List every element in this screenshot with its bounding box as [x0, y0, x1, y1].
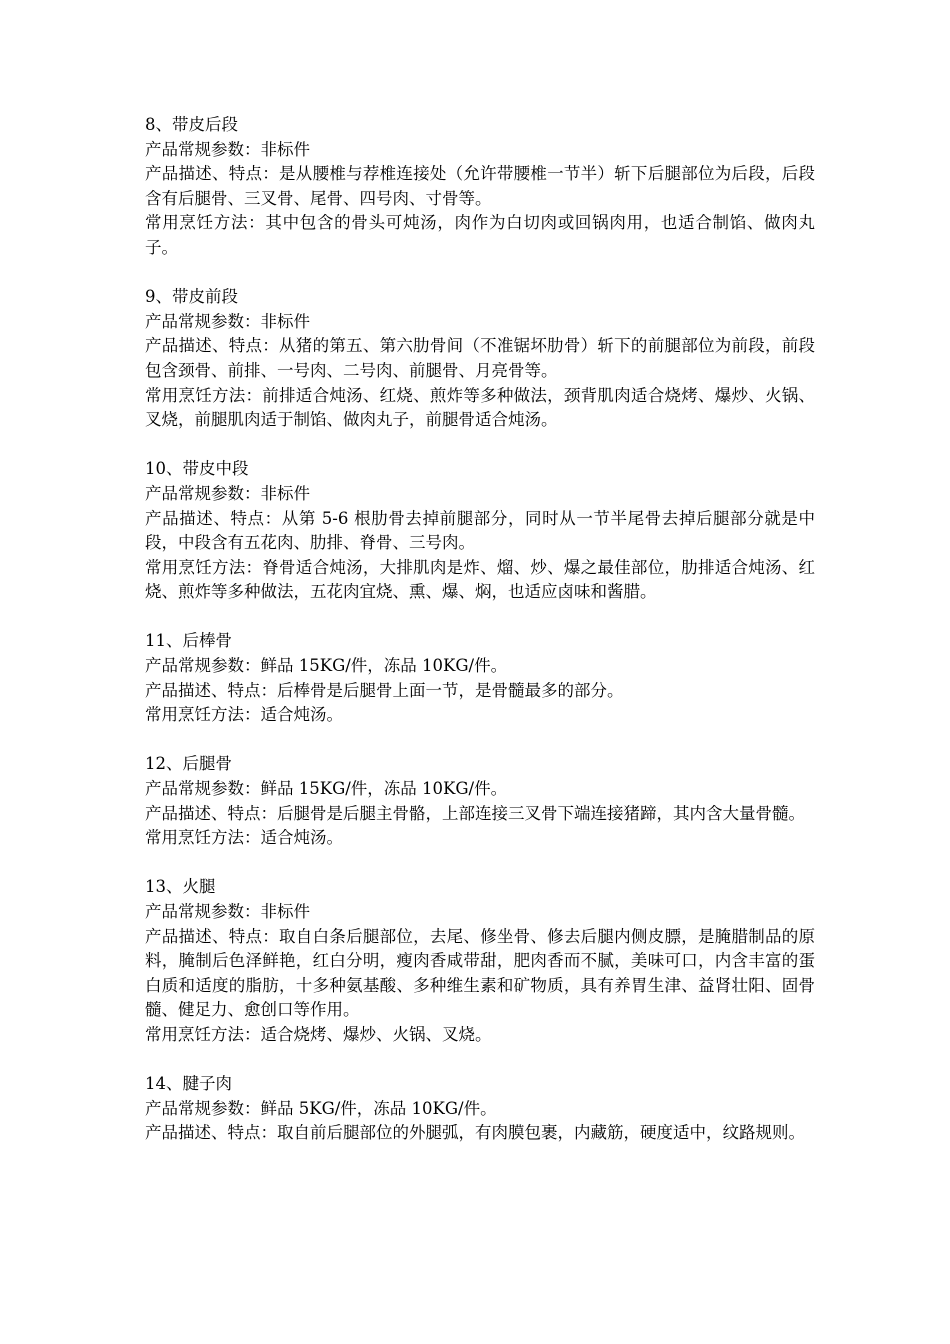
section-12: [145, 752, 815, 850]
section-title: 8、带皮后段: [145, 115, 238, 134]
section-params: 产品常规参数：非标件: [145, 902, 310, 921]
section-10: [145, 457, 815, 605]
section-9: [145, 285, 815, 433]
section-params: 产品常规参数：非标件: [145, 483, 310, 503]
section-title: 12、后腿骨: [145, 754, 232, 774]
section-title: 10、带皮中段: [145, 459, 249, 479]
section-description: 产品描述、特点：取自前后腿部位的外腿弧，有肉膜包裹，内藏筋，硬度适中，纹路规则。: [145, 1123, 805, 1143]
section-title: 11、后棒骨: [145, 631, 232, 651]
section-cooking: 常用烹饪方法：适合炖汤。: [145, 705, 343, 725]
section-params: 产品常规参数：鲜品 15KG/件，冻品 10KG/件。: [145, 656, 508, 676]
section-description: 产品描述、特点：从猪的第五、第六肋骨间（不准锯坏肋骨）斩下的前腿部位为前段，前段包含颈骨、前排、一号肉、二号肉、前腿骨、月亮骨等。: [145, 336, 815, 380]
section-cooking: 常用烹饪方法：适合炖汤。: [145, 828, 343, 848]
section-description: 产品描述、特点：从第 5-6 根肋骨去掉前腿部分，同时从一节半尾骨去掉后腿部分就是中段，中段含有五花肉、肋排、脊骨、三号肉。: [145, 508, 815, 553]
section-cooking: 常用烹饪方法：适合烧烤、爆炒、火锅、叉烧。: [145, 1024, 492, 1044]
section-8: [145, 113, 815, 261]
section-params: 产品常规参数：非标件: [145, 311, 310, 331]
section-cooking: 常用烹饪方法：其中包含的骨头可炖汤，肉作为白切肉或回锅肉用，也适合制馅、做肉丸子。: [145, 213, 815, 257]
section-cooking: 常用烹饪方法：前排适合炖汤、红烧、煎炸等多种做法，颈背肌肉适合烧烤、爆炒、火锅、叉烧，前腿肌肉适于制馅、做肉丸子，前腿骨适合炖汤。: [145, 385, 815, 430]
section-cooking: 常用烹饪方法：脊骨适合炖汤，大排肌肉是炸、熘、炒、爆之最佳部位，肋排适合炖汤、红烧、煎炸等多种做法，五花肉宜烧、熏、爆、焖，也适应卤味和酱腊。: [145, 557, 815, 602]
section-13: [145, 875, 815, 1047]
section-params: 产品常规参数：非标件: [145, 139, 310, 159]
section-14: [145, 1072, 815, 1146]
section-title: 9、带皮前段: [145, 287, 238, 307]
document-page: [145, 113, 815, 1171]
section-title: 13、火腿: [145, 877, 216, 897]
section-description: 产品描述、特点：后腿骨是后腿主骨骼，上部连接三叉骨下端连接猪蹄，其内含大量骨髓。: [145, 803, 805, 823]
section-params: 产品常规参数：鲜品 5KG/件，冻品 10KG/件。: [145, 1098, 497, 1118]
section-description: 产品描述、特点：是从腰椎与荐椎连接处（允许带腰椎一节半）斩下后腿部位为后段，后段含有后腿骨、三叉骨、尾骨、四号肉、寸骨等。: [145, 164, 815, 208]
section-description: 产品描述、特点：后棒骨是后腿骨上面一节，是骨髓最多的部分。: [145, 680, 624, 700]
section-title: 14、腱子肉: [145, 1074, 232, 1094]
section-description: 产品描述、特点：取自白条后腿部位，去尾、修坐骨、修去后腿内侧皮膘，是腌腊制品的原料，腌制后色泽鲜艳，红白分明，瘦肉香咸带甜，肥肉香而不腻，美味可口，内含丰富的蛋白质和适度的脂肪，十多种氨基酸、多种维生素和矿物质，具有养胃生津、益肾壮阳、固骨髓、健足力、愈创口等作用。: [145, 926, 815, 1020]
section-params: 产品常规参数：鲜品 15KG/件，冻品 10KG/件。: [145, 779, 508, 799]
section-11: [145, 629, 815, 727]
